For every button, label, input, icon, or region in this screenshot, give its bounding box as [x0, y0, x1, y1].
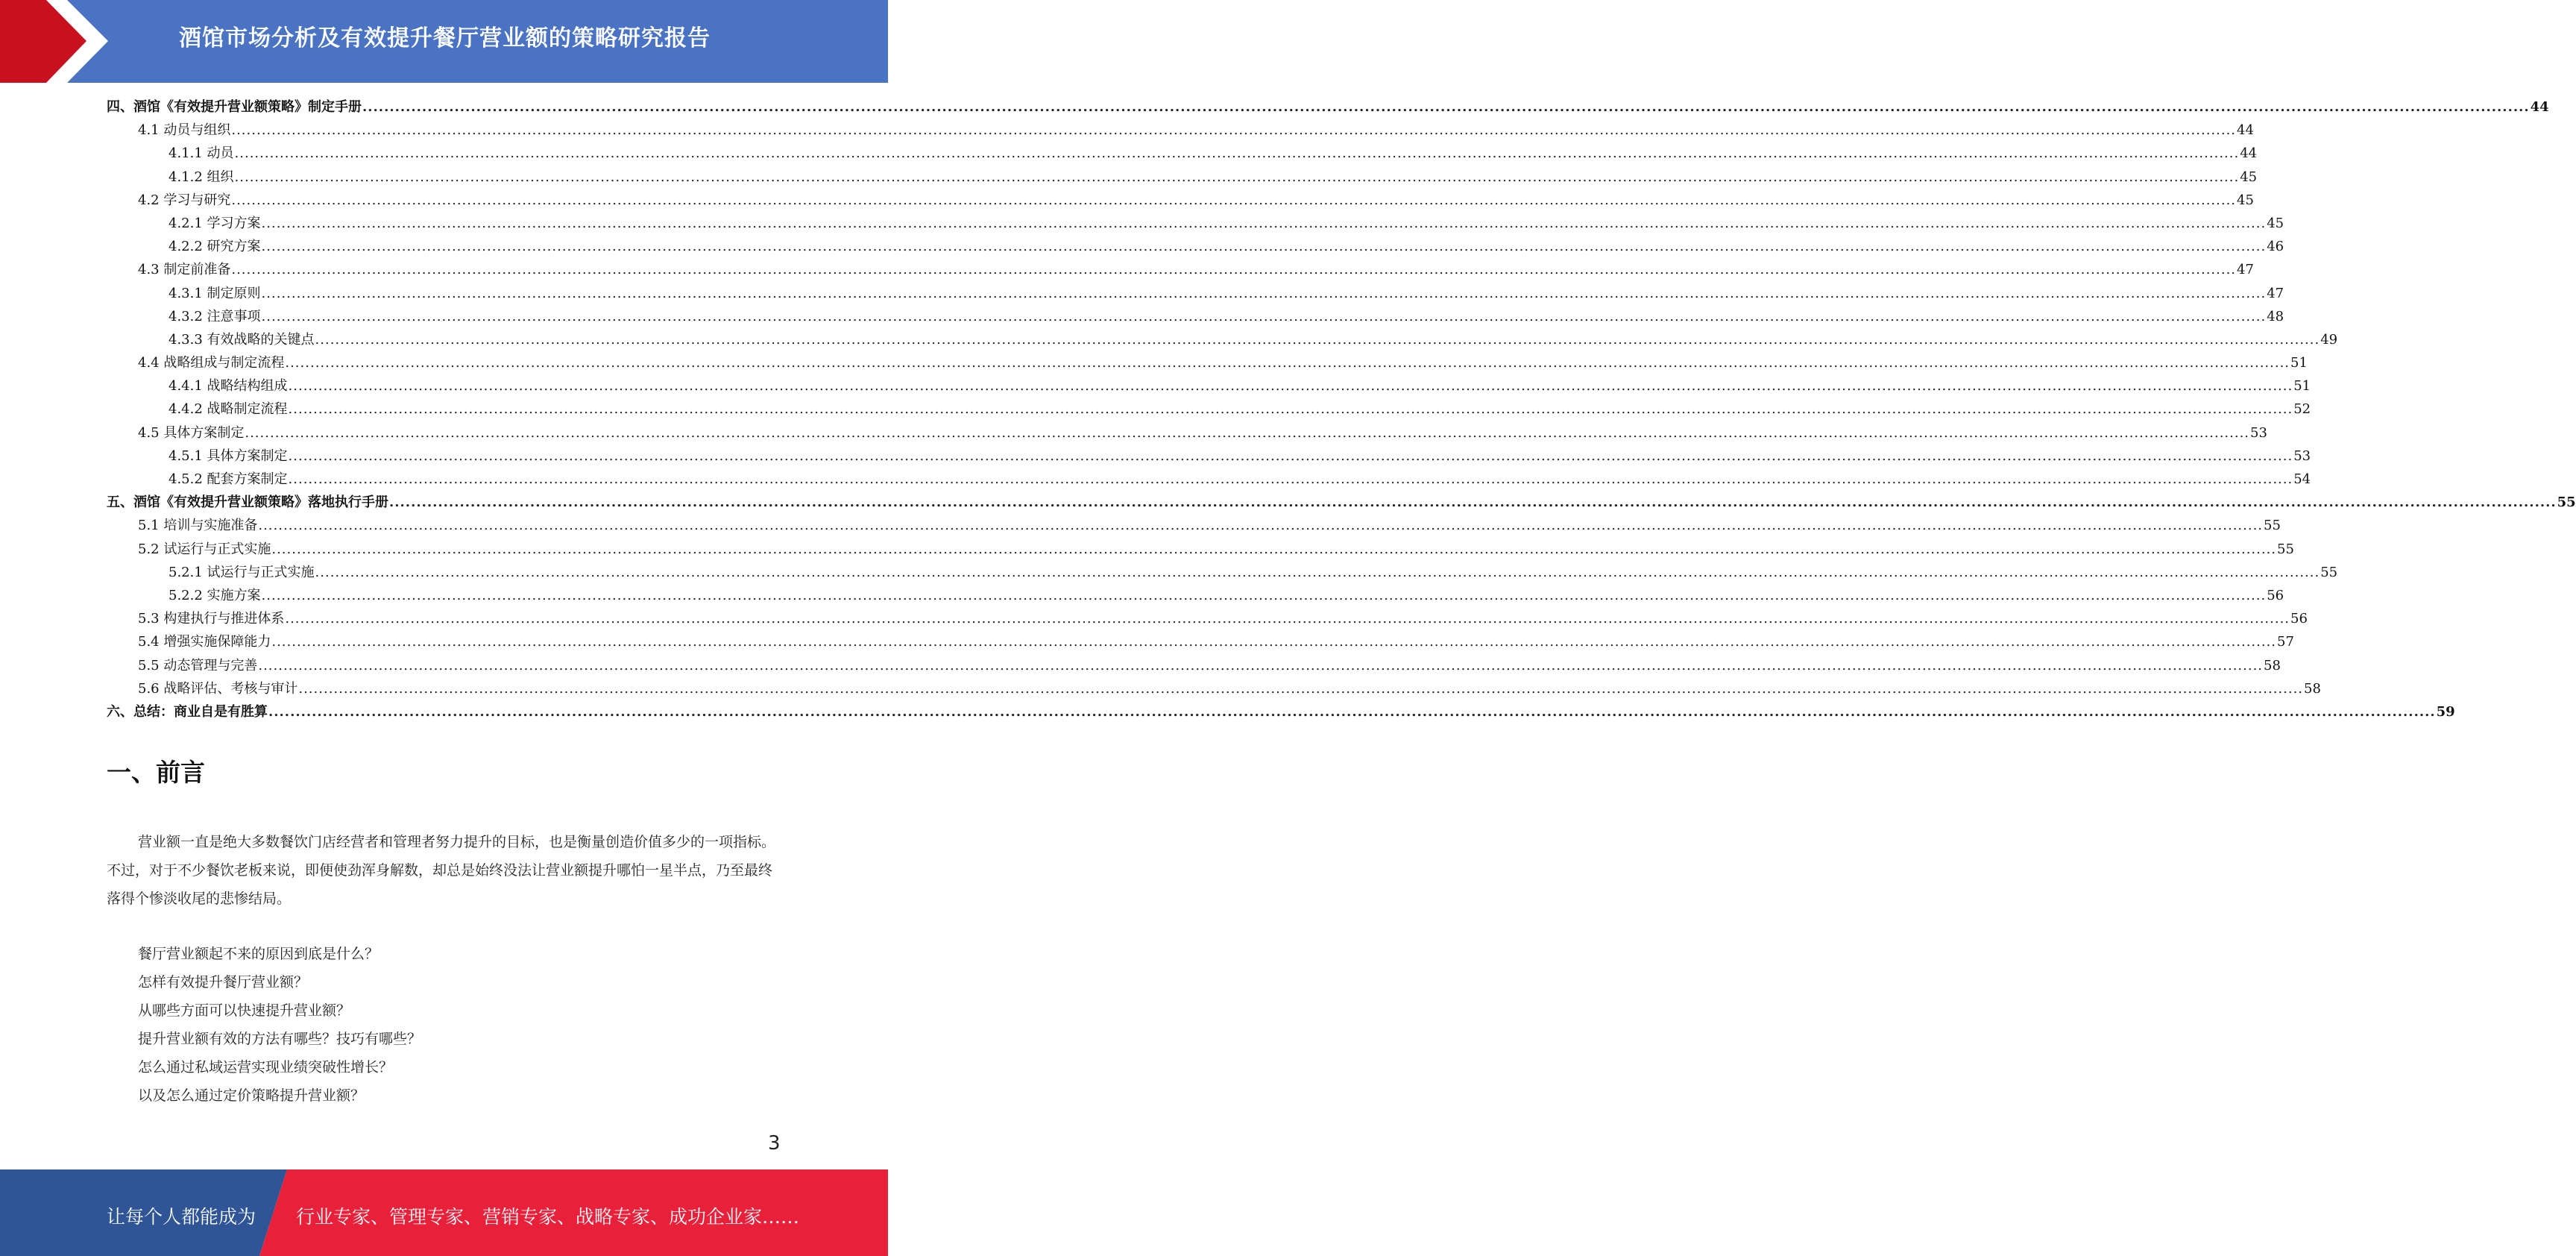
toc-entry-label: 4.4 战略组成与制定流程	[138, 355, 285, 371]
toc-entry-page: 48	[2267, 308, 2284, 324]
toc-entry-page: 44	[2237, 122, 2254, 139]
page-number: 3	[768, 1132, 781, 1155]
page-header	[0, 0, 888, 83]
toc-entry[interactable]	[107, 607, 2308, 630]
toc-entry-label: 5.3 构建执行与推进体系	[138, 611, 285, 627]
toc-entry-page: 59	[2436, 703, 2455, 720]
toc-entry[interactable]	[107, 235, 2284, 258]
toc-entry-page: 55	[2557, 494, 2576, 511]
toc-leader-dots: ................................................................................................................................................................................................................................................................................................................................................................................................................	[288, 378, 2293, 395]
toc-entry-page: 53	[2293, 448, 2311, 464]
toc-entry-page: 44	[2530, 99, 2549, 115]
question-item: 提升营业额有效的方法有哪些？技巧有哪些？	[138, 1031, 422, 1047]
toc-leader-dots: ................................................................................................................................................................................................................................................................................................................................................................................................................	[389, 494, 2557, 511]
toc-entry[interactable]	[107, 630, 2294, 653]
toc-entry-label: 4.3.1 制定原则	[169, 285, 261, 301]
section-title: 一、前言	[107, 758, 205, 787]
toc-entry-label: 4.4.2 战略制定流程	[169, 401, 288, 418]
toc-entry[interactable]	[107, 142, 2258, 165]
page-footer	[0, 1169, 888, 1256]
toc-entry[interactable]	[107, 491, 2576, 514]
toc-entry[interactable]	[107, 561, 2338, 584]
toc-entry-label: 4.3.3 有效战略的关键点	[169, 331, 315, 348]
toc-entry-page: 53	[2250, 424, 2267, 441]
toc-leader-dots: ................................................................................................................................................................................................................................................................................................................................................................................................................	[288, 401, 2293, 418]
toc-leader-dots: ................................................................................................................................................................................................................................................................................................................................................................................................................	[231, 192, 2237, 208]
question-item: 怎样有效提升餐厅营业额？	[138, 974, 309, 990]
toc-entry-label: 4.5.1 具体方案制定	[169, 448, 288, 464]
toc-leader-dots: ................................................................................................................................................................................................................................................................................................................................................................................................................	[271, 634, 2277, 650]
toc-leader-dots: ................................................................................................................................................................................................................................................................................................................................................................................................................	[285, 611, 2290, 627]
toc-entry-label: 4.4.1 战略结构组成	[169, 378, 288, 395]
footer-slogan-right: 行业专家、管理专家、营销专家、战略专家、成功企业家……	[296, 1206, 800, 1228]
toc-leader-dots: ................................................................................................................................................................................................................................................................................................................................................................................................................	[234, 145, 2240, 162]
toc-entry-page: 44	[2240, 145, 2258, 162]
toc-entry-page: 58	[2264, 657, 2281, 673]
preface-paragraph: 营业额一直是绝大多数餐饮门店经营者和管理者努力提升的目标，也是衡量创造价值多少的一项指标。不过，对于不少餐饮老板来说，即便使劲浑身解数，却总是始终没法让营业额提升哪怕一星半点，乃至最终落得个惨淡收尾的悲惨结局。	[107, 834, 776, 907]
toc-entry[interactable]	[107, 351, 2308, 374]
question-item: 以及怎么通过定价策略提升营业额？	[138, 1087, 365, 1104]
toc-entry[interactable]	[107, 398, 2311, 421]
toc-entry-label: 4.2 学习与研究	[138, 192, 231, 208]
toc-entry-label: 4.1 动员与组织	[138, 122, 231, 139]
toc-entry-page: 55	[2277, 541, 2294, 557]
toc-entry-page: 55	[2264, 518, 2281, 534]
toc-entry[interactable]	[107, 654, 2281, 677]
footer-slogan-left: 让每个人都能成为	[107, 1206, 256, 1228]
toc-leader-dots: ................................................................................................................................................................................................................................................................................................................................................................................................................	[258, 518, 2264, 534]
toc-entry[interactable]	[107, 328, 2338, 351]
toc-entry-page: 46	[2267, 239, 2284, 255]
toc-entry-label: 5.2.1 试运行与正式实施	[169, 564, 315, 580]
toc-entry[interactable]	[107, 305, 2284, 328]
toc-entry-page: 51	[2290, 355, 2308, 371]
toc-leader-dots: ................................................................................................................................................................................................................................................................................................................................................................................................................	[261, 215, 2267, 231]
toc-entry[interactable]	[107, 212, 2284, 235]
toc-entry[interactable]	[107, 700, 2455, 723]
toc-entry-page: 47	[2237, 262, 2254, 278]
toc-entry-page: 58	[2304, 680, 2321, 697]
toc-entry-label: 4.2.1 学习方案	[169, 215, 261, 231]
toc-entry-label: 四、酒馆《有效提升营业额策略》制定手册	[107, 99, 362, 115]
toc-entry-label: 5.5 动态管理与完善	[138, 657, 258, 673]
toc-entry-label: 5.1 培训与实施准备	[138, 518, 258, 534]
toc-entry[interactable]	[107, 468, 2311, 491]
toc-entry[interactable]	[107, 95, 2549, 119]
toc-entry-label: 六、总结：商业自是有胜算	[107, 703, 268, 720]
toc-leader-dots: ................................................................................................................................................................................................................................................................................................................................................................................................................	[258, 657, 2264, 673]
toc-entry-label: 4.3 制定前准备	[138, 262, 231, 278]
toc-entry-page: 45	[2240, 169, 2258, 185]
toc-entry-page: 51	[2293, 378, 2311, 395]
toc-leader-dots: ................................................................................................................................................................................................................................................................................................................................................................................................................	[261, 587, 2267, 603]
toc-entry-page: 55	[2320, 564, 2338, 580]
toc-entry[interactable]	[107, 584, 2284, 607]
header-arrow-decoration	[0, 0, 119, 83]
toc-leader-dots: ................................................................................................................................................................................................................................................................................................................................................................................................................	[261, 239, 2267, 255]
question-item: 从哪些方面可以快速提升营业额？	[138, 1002, 351, 1019]
toc-entry[interactable]	[107, 119, 2254, 142]
toc-leader-dots: ................................................................................................................................................................................................................................................................................................................................................................................................................	[298, 680, 2304, 697]
toc-entry[interactable]	[107, 421, 2267, 445]
toc-leader-dots: ................................................................................................................................................................................................................................................................................................................................................................................................................	[268, 703, 2436, 720]
toc-entry-page: 52	[2293, 401, 2311, 418]
toc-entry-page: 56	[2290, 611, 2308, 627]
question-item: 怎么通过私域运营实现业绩突破性增长？	[138, 1059, 394, 1076]
toc-leader-dots: ................................................................................................................................................................................................................................................................................................................................................................................................................	[231, 262, 2237, 278]
toc-entry-page: 56	[2267, 587, 2284, 603]
toc-leader-dots: ................................................................................................................................................................................................................................................................................................................................................................................................................	[315, 564, 2320, 580]
toc-entry-label: 4.1.2 组织	[169, 169, 234, 185]
toc-leader-dots: ................................................................................................................................................................................................................................................................................................................................................................................................................	[315, 331, 2320, 348]
toc-entry[interactable]	[107, 514, 2281, 537]
toc-entry-label: 4.5.2 配套方案制定	[169, 471, 288, 487]
toc-entry-page: 54	[2293, 471, 2311, 487]
toc-entry-label: 5.2 试运行与正式实施	[138, 541, 271, 557]
header-title: 酒馆市场分析及有效提升餐厅营业额的策略研究报告	[179, 25, 711, 51]
toc-entry[interactable]	[107, 677, 2321, 700]
toc-leader-dots: ................................................................................................................................................................................................................................................................................................................................................................................................................	[234, 169, 2240, 185]
toc-leader-dots: ................................................................................................................................................................................................................................................................................................................................................................................................................	[261, 308, 2267, 324]
toc-entry-label: 4.5 具体方案制定	[138, 424, 245, 441]
toc-leader-dots: ................................................................................................................................................................................................................................................................................................................................................................................................................	[261, 285, 2267, 301]
toc-entry[interactable]	[107, 445, 2311, 468]
toc-entry[interactable]	[107, 282, 2284, 305]
toc-entry-page: 47	[2267, 285, 2284, 301]
toc-entry-label: 4.2.2 研究方案	[169, 239, 261, 255]
toc-entry-page: 45	[2267, 215, 2284, 231]
toc-entry-page: 57	[2277, 634, 2294, 650]
toc-leader-dots: ................................................................................................................................................................................................................................................................................................................................................................................................................	[288, 471, 2293, 487]
toc-entry-page: 49	[2320, 331, 2338, 348]
toc-entry-page: 45	[2237, 192, 2254, 208]
toc-entry-label: 五、酒馆《有效提升营业额策略》落地执行手册	[107, 494, 388, 511]
toc-leader-dots: ................................................................................................................................................................................................................................................................................................................................................................................................................	[285, 355, 2290, 371]
table-of-contents	[107, 95, 2576, 723]
toc-entry[interactable]	[107, 374, 2311, 398]
toc-leader-dots: ................................................................................................................................................................................................................................................................................................................................................................................................................	[288, 448, 2293, 464]
toc-entry-label: 5.2.2 实施方案	[169, 587, 261, 603]
toc-entry[interactable]	[107, 538, 2294, 561]
toc-leader-dots: ................................................................................................................................................................................................................................................................................................................................................................................................................	[271, 541, 2277, 557]
toc-leader-dots: ................................................................................................................................................................................................................................................................................................................................................................................................................	[245, 424, 2250, 441]
toc-leader-dots: ................................................................................................................................................................................................................................................................................................................................................................................................................	[231, 122, 2237, 139]
toc-entry[interactable]	[107, 166, 2258, 189]
toc-entry[interactable]	[107, 258, 2254, 281]
toc-entry-label: 4.3.2 注意事项	[169, 308, 261, 324]
toc-entry[interactable]	[107, 189, 2254, 212]
toc-entry-label: 4.1.1 动员	[169, 145, 234, 162]
toc-entry-label: 5.4 增强实施保障能力	[138, 634, 271, 650]
toc-entry-label: 5.6 战略评估、考核与审计	[138, 680, 298, 697]
question-item: 餐厅营业额起不来的原因到底是什么？	[138, 946, 380, 962]
toc-leader-dots: ................................................................................................................................................................................................................................................................................................................................................................................................................	[362, 99, 2530, 115]
question-list	[138, 940, 421, 1110]
